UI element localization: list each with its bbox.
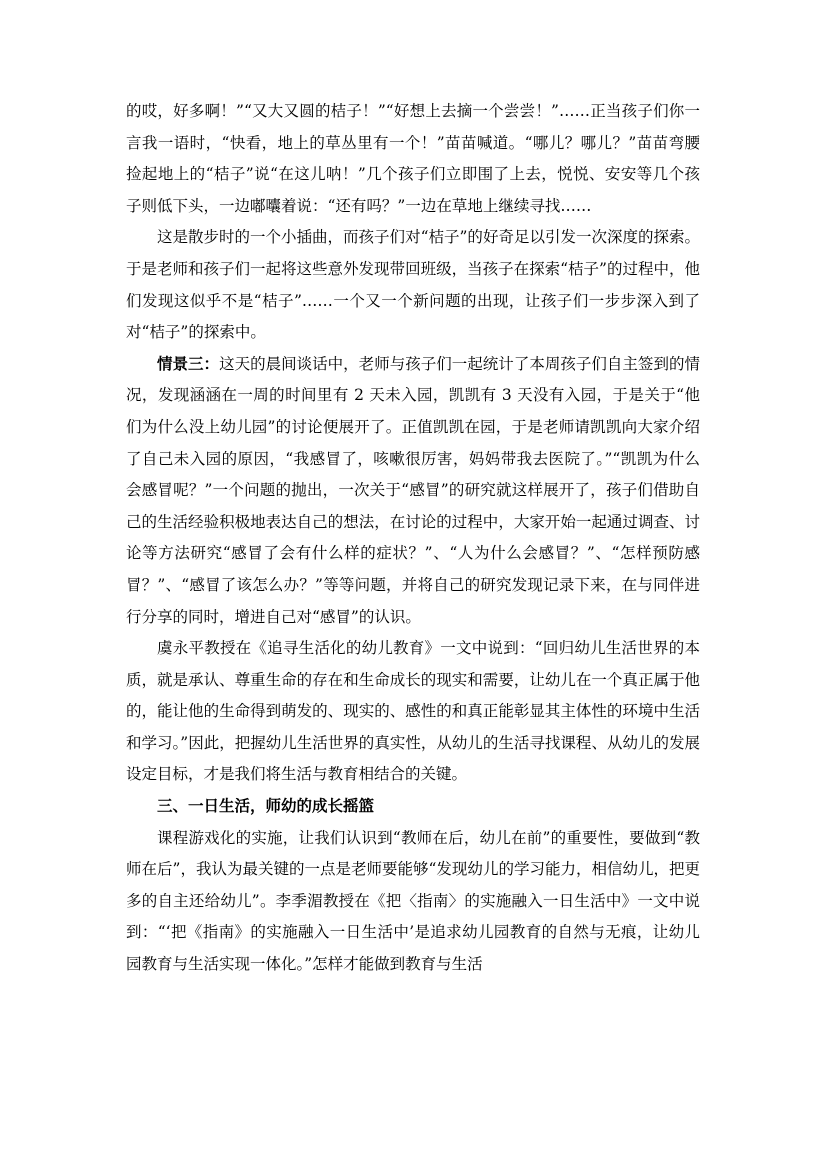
- scenario-three-label: 情景三：: [157, 354, 220, 373]
- paragraph-walk-episode: 这是散步时的一个小插曲，而孩子们对“桔子”的好奇足以引发一次深度的探索。于是老师和孩子们一起将这些意外发现带回班级，当孩子在探索“桔子”的过程中，他们发现这似乎不是“桔子”……一个又一个新问题的出现，让孩子们一步步深入到了对“桔子”的探索中。: [126, 228, 700, 342]
- paragraph-dialogue-continuation: 的哎，好多啊！”“又大又圆的桔子！”“好想上去摘一个尝尝！”……正当孩子们你一言我一语时，“快看，地上的草丛里有一个！”苗苗喊道。“哪儿？哪儿？”苗苗弯腰捡起地上的“桔子”说“在这儿呐！”几个孩子们立即围了上去，悦悦、安安等几个孩子则低下头，一边嘟囔着说：“还有吗？”一边在草地上继续寻找……: [126, 102, 700, 215]
- paragraph-curriculum-gamification: 课程游戏化的实施，让我们认识到“教师在后，幼儿在前”的重要性，要做到“教师在后”，我认为最关键的一点是老师要能够“发现幼儿的学习能力，相信幼儿，把更多的自主还给幼儿”。李季湄教授在《把〈指南〉的实施融入一日生活中》一文中说到：“‘把《指南》的实施融入一日生活中’是追求幼儿园教育的自然与无痕，让幼儿园教育与生活实现一体化。”怎样才能做到教育与生活: [126, 828, 700, 974]
- scenario-three-text: 这天的晨间谈话中，老师与孩子们一起统计了本周孩子们自主签到的情况，发现涵涵在一周的时间里有 2 天未入园，凯凯有 3 天没有入园，于是关于“他们为什么没上幼儿园”的讨论便展开了。正值凯凯在园，于是老师请凯凯向大家介绍了自己未入园的原因，“我感冒了，咳嗽很厉害，妈妈带我去医院了。”“凯凯为什么会感冒呢？”一个问题的抛出，一次关于“感冒”的研究就这样展开了，孩子们借助自己的生活经验积极地表达自己的想法，在讨论的过程中，大家开始一起通过调查、讨论等方法研究“感冒了会有什么样的症状？”、“人为什么会感冒？”、“怎样预防感冒？”、“感冒了该怎么办？”等等问题，并将自己的研究发现记录下来，在与同伴进行分享的同时，增进自己对“感冒”的认识。: [126, 354, 700, 626]
- paragraph-yu-yongping-quote: 虞永平教授在《追寻生活化的幼儿教育》一文中说到：“回归幼儿生活世界的本质，就是承认、尊重生命的存在和生命成长的现实和需要，让幼儿在一个真正属于他的，能让他的生命得到萌发的、现实的、感性的和真正能彰显其主体性的环境中生活和学习。”因此，把握幼儿生活世界的真实性，从幼儿的生活寻找课程、从幼儿的发展设定目标，才是我们将生活与教育相结合的关键。: [126, 639, 700, 784]
- document-body: [126, 96, 700, 981]
- section-heading: 三、一日生活，师幼的成长摇篮: [157, 797, 375, 816]
- paragraph-scenario-three: [126, 349, 700, 633]
